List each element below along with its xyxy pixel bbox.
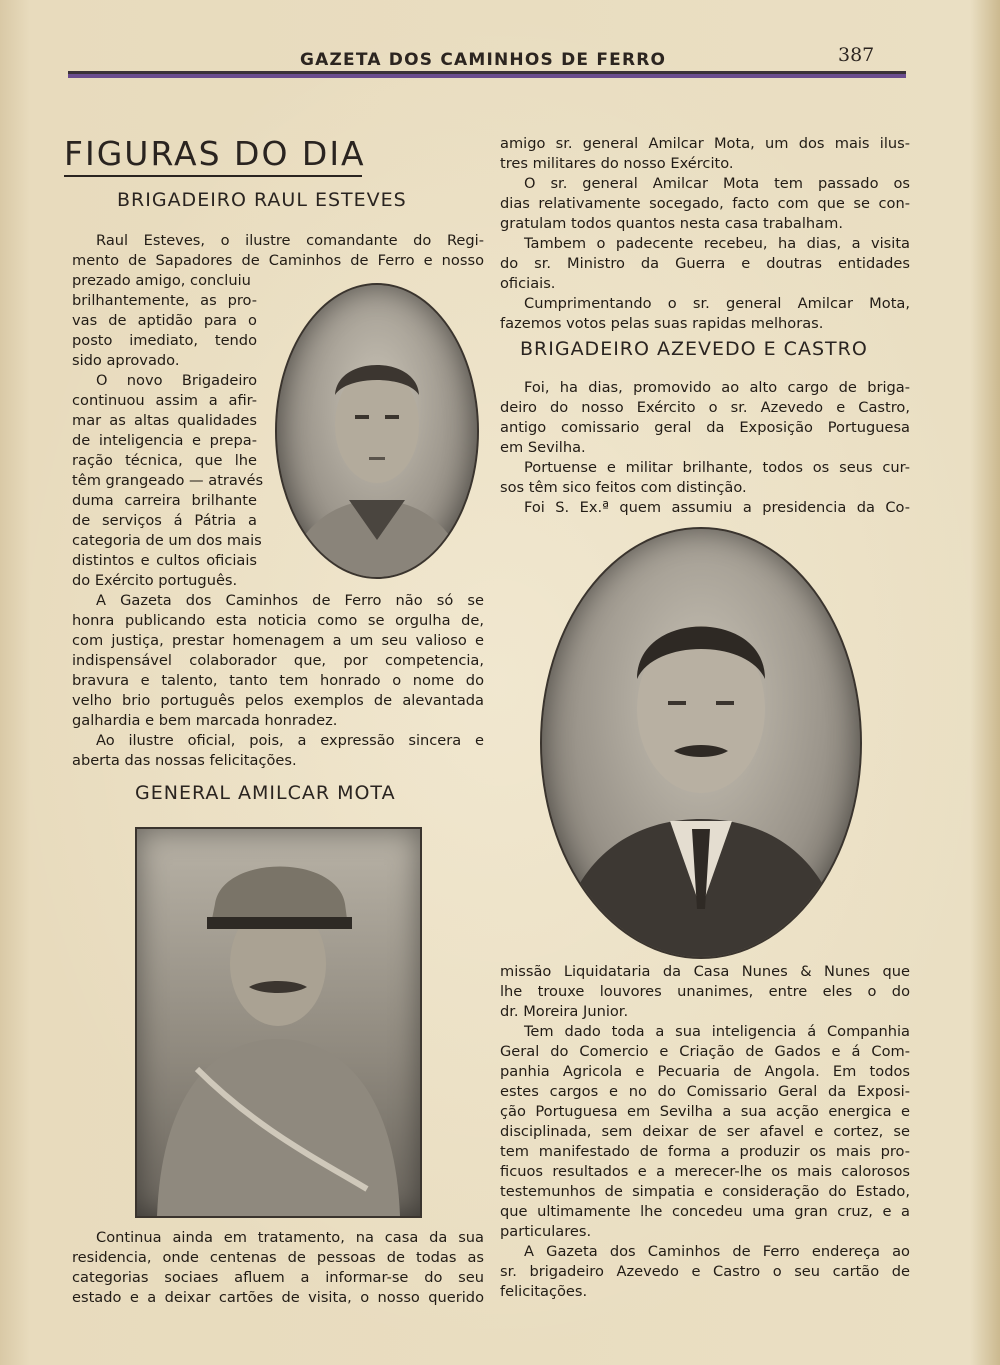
mota-line: Continua ainda em tratamento, na casa da sua xyxy=(96,1229,484,1246)
castro-line: que ultimamente lhe concedeu uma gran cruz, e a xyxy=(500,1203,910,1220)
castro-line: antigo comissario geral da Exposição Portuguesa xyxy=(500,419,910,436)
castro-line: sr. brigadeiro Azevedo e Castro o seu cartão de xyxy=(500,1263,910,1280)
mota-line: categorias sociaes afluem a informar-se do seu xyxy=(72,1269,484,1286)
mota-line: amigo sr. general Amilcar Mota, um dos mais ilus- xyxy=(500,135,910,152)
castro-line: deiro do nosso Exército o sr. Azevedo e Castro, xyxy=(500,399,910,416)
castro-line: testemunhos de simpatia e consideração do Estado, xyxy=(500,1183,910,1200)
castro-line: ficuos resultados e a merecer-lhe os mais calorosos xyxy=(500,1163,910,1180)
mota-line: O sr. general Amilcar Mota tem passado os xyxy=(524,175,910,192)
esteves-line: continuou assim a afir- xyxy=(72,392,257,409)
esteves-line: indispensável colaborador que, por competencia, xyxy=(72,652,484,669)
esteves-line: prezado amigo, concluiu xyxy=(72,272,251,289)
section-title-underline xyxy=(64,175,362,177)
esteves-line: O novo Brigadeiro xyxy=(96,372,257,389)
mota-line: estado e a deixar cartões de visita, o nosso querido xyxy=(72,1289,484,1306)
mota-line: fazemos votos pelas suas rapidas melhoras. xyxy=(500,315,824,332)
esteves-line: ração técnica, que lhe xyxy=(72,452,257,469)
esteves-line: têm grangeado — através xyxy=(72,472,264,489)
esteves-line: aberta das nossas felicitações. xyxy=(72,752,297,769)
castro-line: ção Portuguesa em Sevilha a sua acção energica e xyxy=(500,1103,910,1120)
castro-line: Portuense e militar brilhante, todos os seus cur- xyxy=(524,459,910,476)
esteves-line: duma carreira brilhante xyxy=(72,492,257,509)
castro-line: Geral do Comercio e Criação de Gados e á Com- xyxy=(500,1043,910,1060)
esteves-line: honra publicando esta noticia como se orgulha de, xyxy=(72,612,484,629)
esteves-line: bravura e talento, tanto tem honrado o nome do xyxy=(72,672,484,689)
mota-line: tres militares do nosso Exército. xyxy=(500,155,734,172)
esteves-line: A Gazeta dos Caminhos de Ferro não só se xyxy=(96,592,484,609)
mota-line: Cumprimentando o sr. general Amilcar Mota, xyxy=(524,295,910,312)
castro-line: missão Liquidataria da Casa Nunes & Nunes que xyxy=(500,963,910,980)
castro-line: estes cargos e no do Comissario Geral da Exposi- xyxy=(500,1083,910,1100)
castro-line: lhe trouxe louvores unanimes, entre eles o do xyxy=(500,983,910,1000)
esteves-line: posto imediato, tendo xyxy=(72,332,257,349)
header-rule-accent xyxy=(68,74,906,78)
mota-line: residencia, onde centenas de pessoas de todas as xyxy=(72,1249,484,1266)
portrait-amilcar-mota xyxy=(135,827,422,1218)
mota-line: do sr. Ministro da Guerra e doutras entidades xyxy=(500,255,910,272)
esteves-line: sido aprovado. xyxy=(72,352,180,369)
castro-line: felicitações. xyxy=(500,1283,588,1300)
castro-line: dr. Moreira Junior. xyxy=(500,1003,629,1020)
portrait-raul-esteves xyxy=(275,283,479,579)
castro-line: Foi, ha dias, promovido ao alto cargo de briga- xyxy=(524,379,910,396)
castro-line: Foi S. Ex.ª quem assumiu a presidencia da Co- xyxy=(524,499,910,516)
castro-line: panhia Agricola e Pecuaria de Angola. Em todos xyxy=(500,1063,910,1080)
castro-line: disciplinada, sem deixar de ser afavel e cortez, se xyxy=(500,1123,910,1140)
esteves-line: de serviços á Pátria a xyxy=(72,512,257,529)
heading-raul-esteves: BRIGADEIRO RAUL ESTEVES xyxy=(117,189,407,211)
castro-line: em Sevilha. xyxy=(500,439,586,456)
publication-title: GAZETA DOS CAMINHOS DE FERRO xyxy=(300,50,667,70)
castro-line: sos têm sico feitos com distinção. xyxy=(500,479,747,496)
mota-line: Tambem o padecente recebeu, ha dias, a visita xyxy=(524,235,910,252)
castro-line: Tem dado toda a sua inteligencia á Companhia xyxy=(524,1023,910,1040)
esteves-line: mento de Sapadores de Caminhos de Ferro e nosso xyxy=(72,252,484,269)
castro-line: particulares. xyxy=(500,1223,592,1240)
esteves-line: de inteligencia e prepa- xyxy=(72,432,257,449)
page-number: 387 xyxy=(838,44,875,66)
esteves-line: com justiça, prestar homenagem a um seu valioso e xyxy=(72,632,484,649)
esteves-line: Raul Esteves, o ilustre comandante do Regi- xyxy=(96,232,484,249)
esteves-line: mar as altas qualidades xyxy=(72,412,257,429)
esteves-line: distintos e cultos oficiais xyxy=(72,552,257,569)
heading-azevedo-castro: BRIGADEIRO AZEVEDO E CASTRO xyxy=(520,338,868,360)
castro-line: tem manifestado de forma a produzir os mais pro- xyxy=(500,1143,910,1160)
portrait-azevedo-castro xyxy=(540,527,862,959)
esteves-line: Ao ilustre oficial, pois, a expressão sincera e xyxy=(96,732,484,749)
castro-line: A Gazeta dos Caminhos de Ferro endereça ao xyxy=(524,1243,910,1260)
esteves-line: galhardia e bem marcada honradez. xyxy=(72,712,338,729)
esteves-line: velho brio português pelos exemplos de alevantada xyxy=(72,692,484,709)
esteves-line: brilhantemente, as pro- xyxy=(72,292,257,309)
esteves-line: categoria de um dos mais xyxy=(72,532,262,549)
esteves-line: do Exército português. xyxy=(72,572,238,589)
mota-line: dias relativamente socegado, facto com que se con- xyxy=(500,195,910,212)
mota-line: gratulam todos quantos nesta casa trabalham. xyxy=(500,215,843,232)
esteves-line: vas de aptidão para o xyxy=(72,312,257,329)
heading-amilcar-mota: GENERAL AMILCAR MOTA xyxy=(135,782,396,804)
section-title: FIGURAS DO DIA xyxy=(64,134,366,173)
mota-line: oficiais. xyxy=(500,275,556,292)
